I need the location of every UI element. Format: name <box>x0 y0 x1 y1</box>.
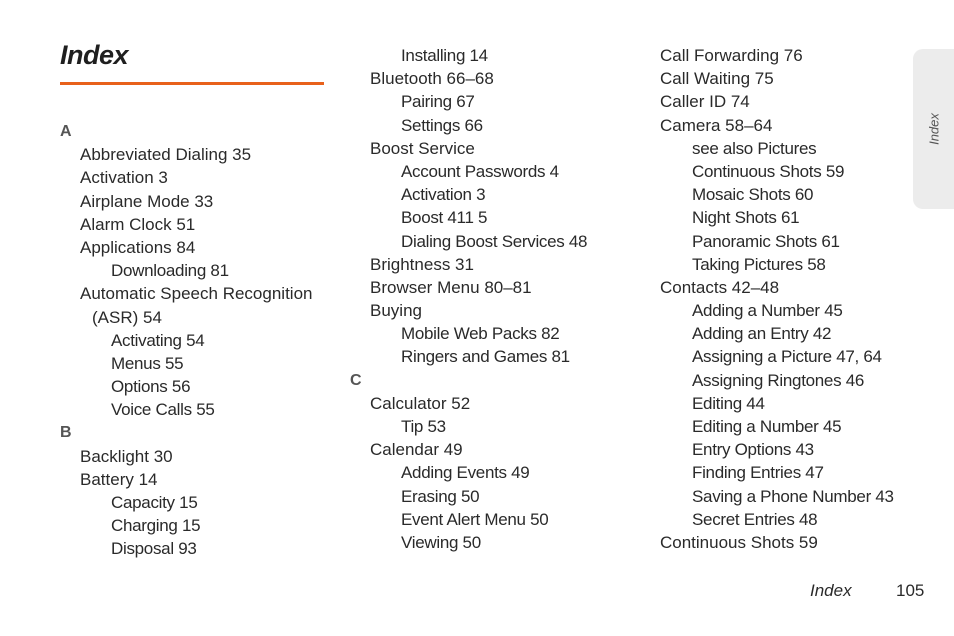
index-entry: Browser Menu 80–81 <box>370 277 532 297</box>
index-subentry: Disposal 93 <box>111 539 197 559</box>
index-subentry: Taking Pictures 58 <box>692 254 826 274</box>
index-subentry: Options 56 <box>111 377 191 397</box>
index-subentry: Adding an Entry 42 <box>692 324 832 344</box>
index-subentry: Saving a Phone Number 43 <box>692 486 894 506</box>
index-column-1 <box>60 120 350 561</box>
index-subentry: Menus 55 <box>111 353 184 373</box>
index-subentry: Settings 66 <box>401 115 483 135</box>
index-entry: Buying <box>370 301 422 321</box>
index-entry: Calendar 49 <box>370 440 463 460</box>
index-subentry: Erasing 50 <box>401 486 480 506</box>
index-subentry: see also Pictures <box>692 138 817 158</box>
index-subentry: Dialing Boost Services 48 <box>401 231 588 251</box>
index-entry: Boost Service <box>370 138 475 158</box>
index-entry: Contacts 42–48 <box>660 277 780 297</box>
index-entry: Bluetooth 66–68 <box>370 69 494 89</box>
index-subentry: Activating 54 <box>111 330 205 350</box>
index-entry: Brightness 31 <box>370 254 474 274</box>
page-title: Index <box>60 40 129 70</box>
index-subentry: Assigning a Picture 47, 64 <box>692 347 882 367</box>
index-entry: Backlight 30 <box>80 446 173 466</box>
side-tab-label: Index <box>926 113 941 145</box>
index-subentry: Assigning Ringtones 46 <box>692 370 865 390</box>
index-subentry: Mosaic Shots 60 <box>692 185 814 205</box>
index-subentry: Installing 14 <box>401 46 488 65</box>
index-subentry: Editing 44 <box>692 393 765 413</box>
index-subentry: Charging 15 <box>111 516 201 536</box>
index-column-2 <box>350 44 650 554</box>
index-entry: Calculator 52 <box>370 393 471 413</box>
index-subentry: Finding Entries 47 <box>692 463 824 483</box>
index-entry: Caller ID 74 <box>660 92 750 112</box>
index-subentry: Mobile Web Packs 82 <box>401 324 560 344</box>
index-subentry: Adding Events 49 <box>401 463 530 483</box>
index-subentry: Event Alert Menu 50 <box>401 509 549 529</box>
index-subentry: Activation 3 <box>401 185 486 205</box>
index-subentry: Downloading 81 <box>111 261 229 281</box>
index-section-letter: B <box>60 424 72 442</box>
index-column-3 <box>660 44 920 554</box>
index-entry: Continuous Shots 59 <box>660 532 818 552</box>
index-subentry: Entry Options 43 <box>692 440 814 460</box>
index-section-letter: C <box>350 371 362 389</box>
index-subentry: Capacity 15 <box>111 493 198 512</box>
index-subentry: Night Shots 61 <box>692 208 800 228</box>
index-entry: Camera 58–64 <box>660 115 773 135</box>
index-entry: Battery 14 <box>80 469 158 489</box>
index-entry: Call Waiting 75 <box>660 69 774 89</box>
index-entry: Automatic Speech Recognition <box>80 284 313 304</box>
index-subentry: Voice Calls 55 <box>111 400 215 420</box>
index-subentry: Ringers and Games 81 <box>401 347 570 367</box>
page-number: 105 <box>896 581 925 600</box>
index-entry: Applications 84 <box>80 237 196 257</box>
index-subentry: Panoramic Shots 61 <box>692 231 840 251</box>
index-entry: (ASR) 54 <box>92 307 162 327</box>
index-subentry: Boost 411 5 <box>401 208 488 228</box>
section-side-tab <box>913 49 954 209</box>
index-subentry: Pairing 67 <box>401 92 475 112</box>
index-subentry: Secret Entries 48 <box>692 509 818 529</box>
index-entry: Call Forwarding 76 <box>660 46 803 65</box>
index-subentry: Tip 53 <box>401 417 446 436</box>
index-entry: Abbreviated Dialing 35 <box>80 145 252 165</box>
title-underline <box>60 82 324 85</box>
index-subentry: Account Passwords 4 <box>401 161 559 181</box>
index-subentry: Editing a Number 45 <box>692 417 842 436</box>
index-subentry: Continuous Shots 59 <box>692 161 845 181</box>
index-subentry: Adding a Number 45 <box>692 301 843 321</box>
index-section-letter: A <box>60 123 72 140</box>
index-entry: Airplane Mode 33 <box>80 191 214 211</box>
index-subentry: Viewing 50 <box>401 532 481 552</box>
index-entry: Alarm Clock 51 <box>80 214 196 234</box>
footer-section-label: Index <box>810 581 852 600</box>
index-entry: Activation 3 <box>80 168 168 188</box>
